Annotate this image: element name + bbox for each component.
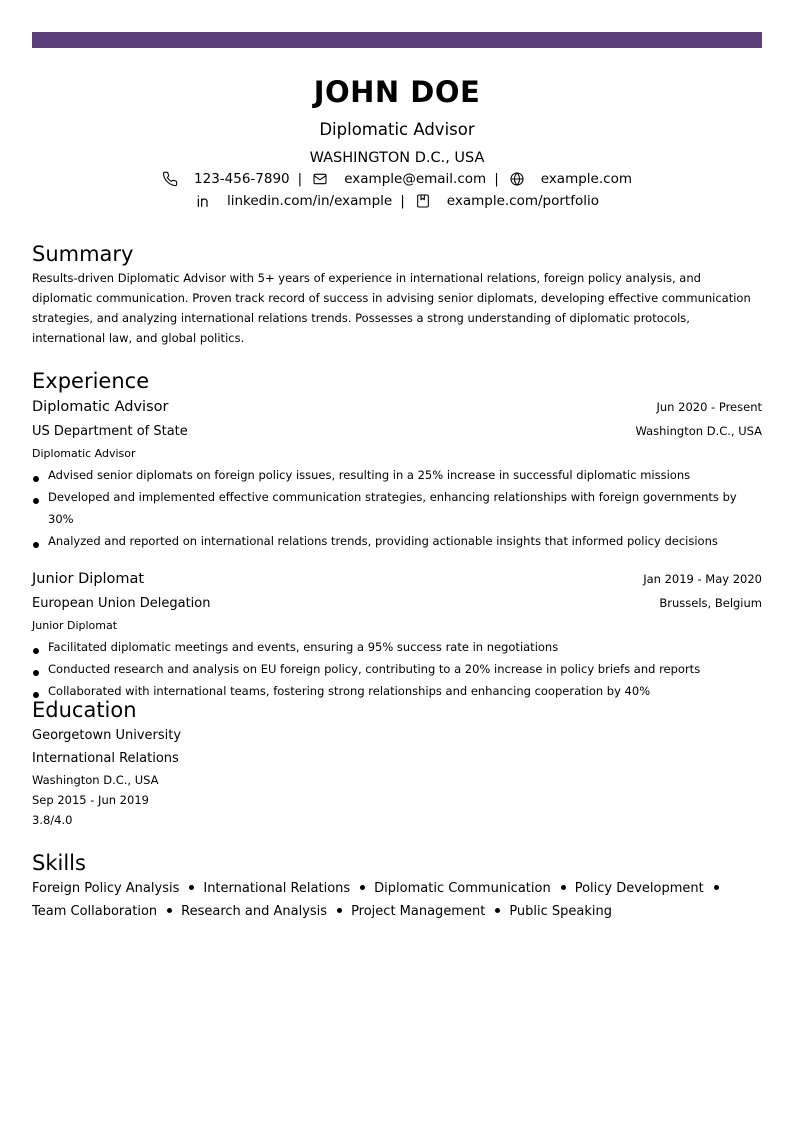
bullet-dot xyxy=(167,908,172,913)
bullet-dot xyxy=(189,885,194,890)
section-heading: Summary xyxy=(32,242,134,266)
job-dates: Jun 2020 - Present xyxy=(656,400,762,414)
job-title: Diplomatic Advisor xyxy=(32,399,169,415)
education-gpa: 3.8/4.0 xyxy=(32,813,73,827)
skill-item: Project Management xyxy=(351,904,486,919)
bullet-dot xyxy=(360,885,365,890)
separator: | xyxy=(400,193,405,209)
summary-text: Results-driven Diplomatic Advisor with 5+ years of experience in international relations, foreign policy analysis, and diplomatic communication. Proven track record of success in advising senior diplomats, developing effective communication strategies, and analyzing international relations trends. Possesses a strong understanding of diplomatic protocols, international law, and global politics. xyxy=(32,271,751,345)
list-item: Facilitated diplomatic meetings and events, ensuring a 95% success rate in negotiations xyxy=(32,636,762,658)
email-link[interactable]: example@email.com xyxy=(344,171,487,187)
list-item: Collaborated with international teams, fostering strong relationships and enhancing cooperation by 40% xyxy=(32,680,762,702)
phone-link[interactable]: 123-456-7890 xyxy=(194,171,290,187)
job-header xyxy=(32,567,762,591)
skill-item: Research and Analysis xyxy=(181,904,328,919)
job-bullets xyxy=(32,636,762,702)
job-location: Washington D.C., USA xyxy=(635,424,762,438)
list-item: Analyzed and reported on international relations trends, providing actionable insights that informed policy decisions xyxy=(32,530,762,552)
list-item: Conducted research and analysis on EU foreign policy, contributing to a 20% increase in policy briefs and reports xyxy=(32,658,762,680)
education-school: Georgetown University xyxy=(32,728,182,743)
bullet-dot xyxy=(714,885,719,890)
candidate-location: WASHINGTON D.C., USA xyxy=(309,150,485,166)
experience-entry xyxy=(32,567,762,702)
experience-entry xyxy=(32,395,762,552)
separator: | xyxy=(297,171,303,187)
globe-icon xyxy=(509,171,525,187)
contact-row-2 xyxy=(32,190,762,212)
job-bullets xyxy=(32,464,762,552)
bullet-dot xyxy=(337,908,342,913)
job-organization: European Union Delegation xyxy=(32,596,211,611)
experience-section xyxy=(32,367,762,702)
skills-section xyxy=(32,849,762,923)
skills-list xyxy=(32,877,762,923)
job-dates: Jan 2019 - May 2020 xyxy=(643,572,762,586)
skill-item: Public Speaking xyxy=(509,904,613,919)
bullet-dot xyxy=(495,908,500,913)
mail-icon xyxy=(312,171,328,187)
section-heading: Education xyxy=(32,698,137,722)
education-dates: Sep 2015 - Jun 2019 xyxy=(32,793,149,807)
list-item: Developed and implemented effective communication strategies, enhancing relationships with foreign governments by 30% xyxy=(32,486,762,530)
summary-section xyxy=(32,240,762,348)
portfolio-icon xyxy=(415,193,431,209)
job-location: Brussels, Belgium xyxy=(659,596,762,610)
bullet-dot xyxy=(561,885,566,890)
job-header xyxy=(32,395,762,419)
job-role: Junior Diplomat xyxy=(32,619,118,632)
candidate-name: JOHN DOE xyxy=(313,75,481,109)
job-title: Junior Diplomat xyxy=(32,571,145,587)
separator: | xyxy=(494,171,499,187)
education-section xyxy=(32,696,762,830)
education-field: International Relations xyxy=(32,751,179,766)
job-organization: US Department of State xyxy=(32,424,188,439)
website-link[interactable]: example.com xyxy=(540,171,632,187)
job-org-row xyxy=(32,419,762,444)
list-item: Advised senior diplomats on foreign policy issues, resulting in a 25% increase in successful diplomatic missions xyxy=(32,464,762,486)
job-role: Diplomatic Advisor xyxy=(32,447,136,460)
job-org-row xyxy=(32,591,762,616)
skill-item: Policy Development xyxy=(574,881,704,896)
linkedin-icon xyxy=(195,193,211,209)
contact-row-1 xyxy=(32,168,762,190)
skill-item: Foreign Policy Analysis xyxy=(32,881,180,896)
skill-item: Team Collaboration xyxy=(32,904,158,919)
skill-item: Diplomatic Communication xyxy=(374,881,551,896)
section-heading: Experience xyxy=(32,369,150,393)
candidate-title: Diplomatic Advisor xyxy=(319,120,475,139)
phone-icon xyxy=(162,171,178,187)
education-location: Washington D.C., USA xyxy=(32,773,159,787)
accent-bar xyxy=(32,32,762,48)
linkedin-link[interactable]: linkedin.com/in/example xyxy=(226,193,393,209)
resume-header xyxy=(32,72,762,212)
section-heading: Skills xyxy=(32,851,86,875)
portfolio-link[interactable]: example.com/portfolio xyxy=(446,193,599,209)
skill-item: International Relations xyxy=(203,881,351,896)
